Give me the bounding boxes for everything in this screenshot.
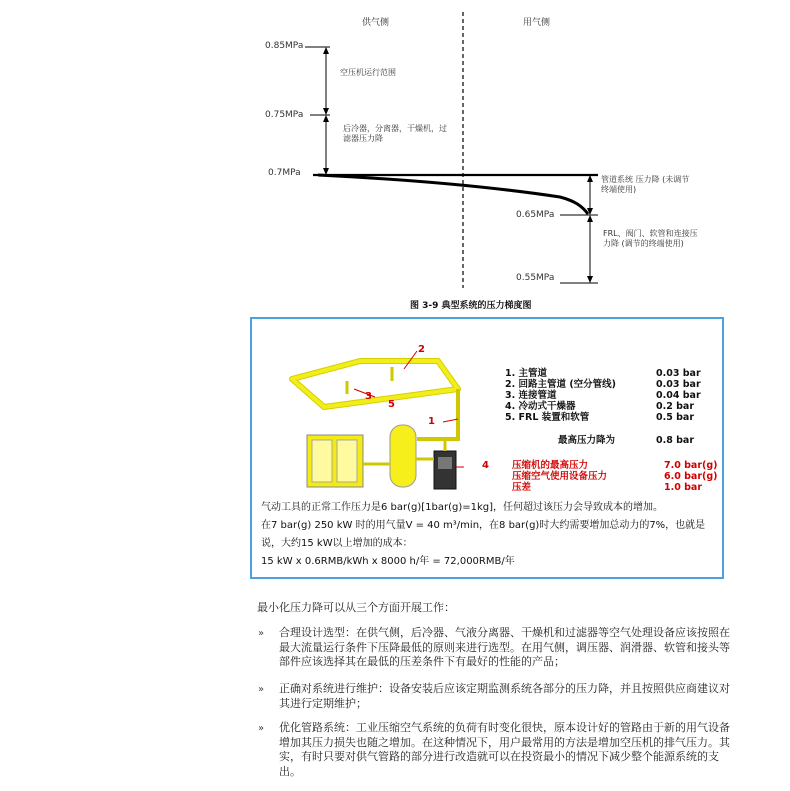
pressure-label-07: 0.7MPa bbox=[268, 168, 301, 178]
pressure-drop-example-box bbox=[250, 317, 724, 579]
drop-item-2-value: 0.03 bar bbox=[656, 379, 701, 390]
box-text-line-3: 说，大约15 kW以上增加的成本： bbox=[261, 538, 413, 549]
pressure-label-085: 0.85MPa bbox=[265, 41, 304, 51]
air-receiver bbox=[390, 425, 416, 487]
intro-text: 最小化压力降可以从三个方面开展工作： bbox=[257, 601, 455, 614]
max-drop-value: 0.8 bar bbox=[656, 435, 695, 446]
refrigerated-dryer bbox=[434, 451, 456, 489]
pipe-drop-label: 管道系统 压力降 (未调节终端使用) bbox=[601, 175, 690, 194]
drop-item-3-value: 0.04 bar bbox=[656, 390, 701, 401]
equipment-pressure-label: 压缩空气使用设备压力 bbox=[512, 471, 608, 482]
box-text-line-2: 在7 bar(g) 250 kW 时的用气量V = 40 m³/min，在8 bar(g)时大约需要增加总动力的7%，也就是 bbox=[261, 520, 706, 531]
treatment-drop-label: 后冷器，分离器，干燥机，过滤器压力降 bbox=[343, 124, 447, 143]
pressure-label-065: 0.65MPa bbox=[516, 210, 555, 220]
pressure-decline-curve bbox=[318, 175, 588, 214]
bullet-text-1: 合理设计选型：在供气侧，后冷器、气液分离器、干燥机和过滤器等空气处理设备应该按照在最大流量运行条件下压降最低的原则来进行选型。在用气侧，调压器、润滑器、软管和接头等部件应该选择其在最低的压差条件下有最好的性能的产品； bbox=[279, 626, 730, 668]
figure-caption: 图 3-9 典型系统的压力梯度图 bbox=[410, 301, 532, 311]
drop-item-4-value: 0.2 bar bbox=[656, 401, 695, 412]
drop-item-1-label: 1. 主管道 bbox=[505, 368, 548, 379]
callout-2: 2 bbox=[418, 344, 425, 355]
bullet-text-3: 优化管路系统：工业压缩空气系统的负荷有时变化很快，原本设计好的管路由于新的用气设备增加其压力损失也随之增加。在这种情况下，用户最常用的方法是增加空压机的排气压力。其实，有时只要对供气管路的部分进行改造就可以在投资最小的情况下减少整个能源系统的支出。 bbox=[279, 721, 730, 778]
pressure-difference-label: 压差 bbox=[512, 482, 532, 493]
pressure-label-075: 0.75MPa bbox=[265, 110, 304, 120]
supply-side-label: 供气侧 bbox=[362, 18, 390, 28]
callout-3: 3 bbox=[365, 391, 372, 402]
drop-item-5-value: 0.5 bar bbox=[656, 412, 695, 423]
pressure-gradient-diagram bbox=[0, 0, 790, 300]
max-drop-label: 最高压力降为 bbox=[558, 435, 616, 446]
callout-1: 1 bbox=[428, 416, 435, 427]
pressure-label-055: 0.55MPa bbox=[516, 273, 555, 283]
compressor-range-label: 空压机运行范围 bbox=[340, 68, 396, 77]
max-compressor-pressure-value: 7.0 bar(g) bbox=[664, 460, 718, 471]
drop-item-1-value: 0.03 bar bbox=[656, 368, 701, 379]
max-compressor-pressure-label: 压缩机的最高压力 bbox=[512, 460, 589, 471]
drop-item-5-label: 5. FRL 装置和软管 bbox=[505, 412, 590, 423]
drop-item-3-label: 3. 连接管道 bbox=[505, 390, 557, 401]
demand-side-label: 用气侧 bbox=[523, 18, 551, 28]
pressure-difference-value: 1.0 bar bbox=[664, 482, 703, 493]
box-text-line-4: 15 kW x 0.6RMB/kWh x 8000 h/年 = 72,000RMB/年 bbox=[261, 556, 515, 567]
equipment-pressure-value: 6.0 bar(g) bbox=[664, 471, 718, 482]
bullet-marker-3: » bbox=[258, 723, 265, 734]
bullet-marker-2: » bbox=[258, 684, 265, 695]
bullet-marker-1: » bbox=[258, 628, 265, 639]
frl-drop-label: FRL、阀门、软管和连接压力降 (调节的终端使用) bbox=[603, 229, 698, 248]
compressed-air-system-illustration bbox=[262, 339, 502, 499]
drop-item-4-label: 4. 冷动式干燥器 bbox=[505, 401, 576, 412]
callout-5: 5 bbox=[388, 399, 395, 410]
drop-item-2-label: 2. 回路主管道 (空分管线) bbox=[505, 379, 617, 390]
bullet-text-2: 正确对系统进行维护：设备安装后应该定期监测系统各部分的压力降，并且按照供应商建议对其进行定期维护； bbox=[279, 682, 730, 710]
callout-4: 4 bbox=[482, 460, 489, 471]
box-text-line-1: 气动工具的正常工作压力是6 bar(g)[1bar(g)=1kg]，任何超过该压力会导致成本的增加。 bbox=[261, 502, 664, 513]
